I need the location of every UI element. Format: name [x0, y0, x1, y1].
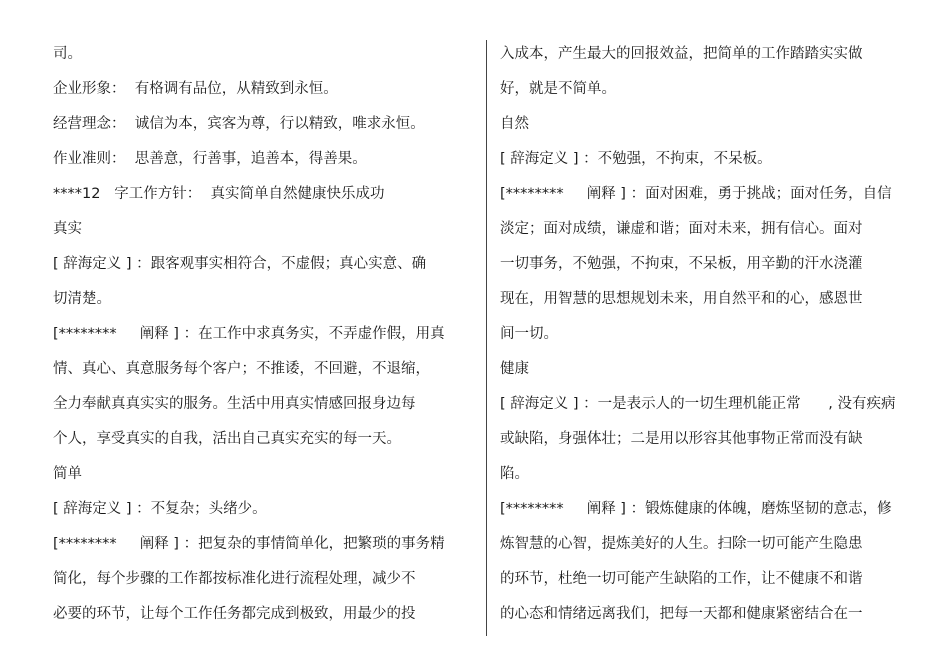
- text-line: [******** 阐释 ] ：把复杂的事情简单化，把繁琐的事务精: [53, 536, 445, 552]
- text-line: 必要的环节，让每个工作任务都完成到极致，用最少的投: [53, 606, 416, 622]
- text-line: 全力奉献真真实实的服务。生活中用真实情感回报身边每: [53, 396, 416, 412]
- text-line: 切清楚。: [53, 291, 111, 307]
- text-line: 简单: [53, 466, 82, 482]
- text-line: [******** 阐释 ] ：在工作中求真务实，不弄虚作假，用真: [53, 326, 445, 342]
- text-line: 企业形象： 有格调有品位，从精致到永恒。: [53, 81, 338, 97]
- text-line: 炼智慧的心智，提炼美好的人生。扫除一切可能产生隐患: [500, 536, 863, 552]
- text-line: 健康: [500, 361, 529, 377]
- text-line: 个人，享受真实的自我，活出自己真实充实的每一天。: [53, 431, 401, 447]
- text-line: 情、真心、真意服务每个客户；不推诿，不回避，不退缩，: [53, 361, 430, 377]
- text-line: 自然: [500, 116, 529, 132]
- text-line: 经营理念： 诚信为本，宾客为尊，行以精致，唯求永恒。: [53, 116, 425, 132]
- text-line: [ 辞海定义 ] ：不复杂；头绪少。: [53, 501, 267, 517]
- text-line: 作业准则： 思善意，行善事，追善本，得善果。: [53, 151, 367, 167]
- text-line: 真实: [53, 221, 82, 237]
- text-line: [ 辞海定义 ] ：不勉强，不拘束，不呆板。: [500, 151, 772, 167]
- text-line: 的环节，杜绝一切可能产生缺陷的工作，让不健康不和谐: [500, 571, 863, 587]
- text-line: 司。: [53, 46, 82, 62]
- text-line: [ 辞海定义 ] ：跟客观事实相符合，不虚假；真心实意、确: [53, 256, 427, 272]
- text-line: 一切事务，不勉强，不拘束，不呆板，用辛勤的汗水浇灌: [500, 256, 863, 272]
- text-line: ****12 字工作方针： 真实简单自然健康快乐成功: [53, 186, 385, 202]
- text-line: 现在，用智慧的思想规划未来，用自然平和的心，感恩世: [500, 291, 863, 307]
- text-line: [ 辞海定义 ] ：一是表示人的一切生理机能正常 , 没有疾病: [500, 396, 896, 412]
- text-line: [******** 阐释 ] ：面对困难，勇于挑战；面对任务，自信: [500, 186, 892, 202]
- text-line: 好，就是不简单。: [500, 81, 616, 97]
- text-line: 的心态和情绪远离我们，把每一天都和健康紧密结合在一: [500, 606, 863, 622]
- text-line: 简化，每个步骤的工作都按标准化进行流程处理，减少不: [53, 571, 416, 587]
- text-line: 或缺陷，身强体壮；二是用以形容其他事物正常而没有缺: [500, 431, 863, 447]
- text-line: 间一切。: [500, 326, 558, 342]
- text-line: 淡定；面对成绩，谦虚和谐；面对未来，拥有信心。面对: [500, 221, 863, 237]
- text-line: [******** 阐释 ] ：锻炼健康的体魄，磨炼坚韧的意志，修: [500, 501, 892, 517]
- text-line: 陷。: [500, 466, 529, 482]
- column-divider: [486, 40, 487, 636]
- text-line: 入成本，产生最大的回报效益，把简单的工作踏踏实实做: [500, 46, 863, 62]
